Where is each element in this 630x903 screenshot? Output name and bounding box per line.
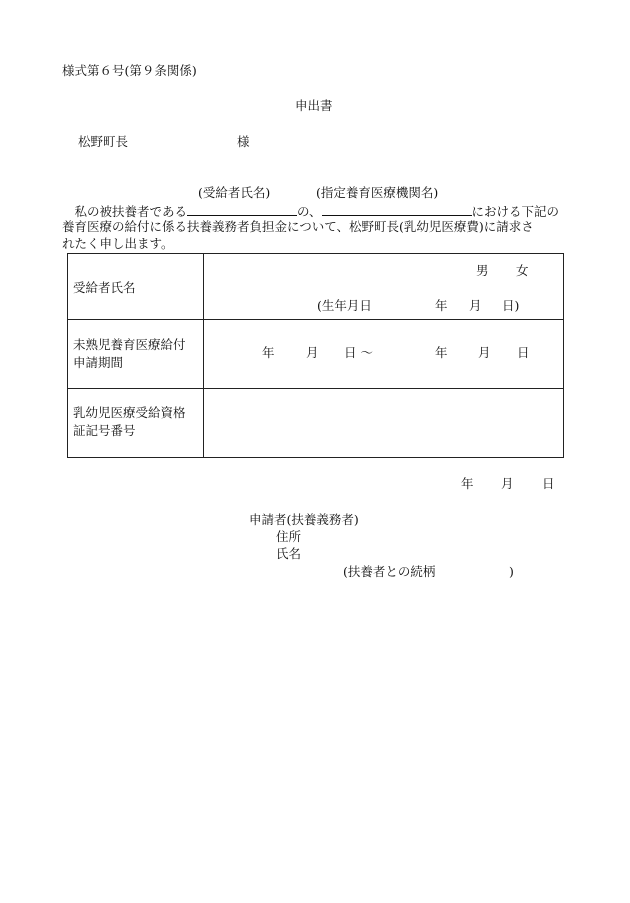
period-to-year: 年 <box>435 345 448 360</box>
intro-line-2: 養育医療の給付に係る扶養義務者負担金について、松野町長(乳幼児医療費)に請求さ <box>62 219 534 234</box>
date-day: 日 <box>542 476 555 491</box>
period-label-line1: 未熟児養育医療給付 <box>73 337 186 352</box>
value-cell-certificate[interactable] <box>204 389 564 458</box>
gender-male[interactable]: 男 <box>476 263 489 278</box>
institution-name-blank[interactable] <box>322 202 472 216</box>
addressee-honorific: 様 <box>237 134 250 149</box>
period-to-day: 日 <box>517 345 530 360</box>
certificate-label-line1: 乳幼児医療受給資格 <box>73 405 186 420</box>
applicant-name-label: 氏名 <box>276 546 302 561</box>
period-from-month: 月 <box>306 345 319 360</box>
label-cell-recipient <box>68 254 204 320</box>
date-month: 月 <box>501 476 514 491</box>
intro-line-1 <box>62 202 559 220</box>
value-cell-period[interactable] <box>204 320 564 389</box>
birth-day: 日) <box>502 298 520 313</box>
document-title: 申出書 <box>295 98 333 113</box>
date-year: 年 <box>461 476 474 491</box>
label-institution-name: (指定養育医療機関名) <box>316 185 439 200</box>
recipient-name-label: 受給者氏名 <box>73 280 136 295</box>
period-label-line2: 申請期間 <box>73 355 124 370</box>
label-recipient-name: (受給者氏名) <box>198 185 271 200</box>
addressee-name: 松野町長 <box>78 134 129 149</box>
period-to-month: 月 <box>478 345 491 360</box>
value-cell-recipient[interactable] <box>204 254 564 320</box>
form-number: 様式第６号(第９条関係) <box>62 63 197 78</box>
applicant-heading: 申請者(扶養義務者) <box>249 512 359 527</box>
intro-line-3: れたく申し出ます。 <box>62 236 174 251</box>
period-from-year: 年 <box>262 345 275 360</box>
intro-line1-end: における下記の <box>471 204 560 219</box>
period-from-day: 日 ～ <box>344 345 373 360</box>
birth-date-label: (生年月日 <box>317 298 372 313</box>
label-cell-period <box>68 320 204 389</box>
recipient-name-blank[interactable] <box>187 202 297 216</box>
row-certificate-number <box>68 389 564 458</box>
gender-female[interactable]: 女 <box>516 263 529 278</box>
row-recipient <box>68 254 564 320</box>
label-cell-certificate <box>68 389 204 458</box>
birth-year: 年 <box>435 298 448 313</box>
intro-line1-start: 私の被扶養者である <box>62 204 188 219</box>
applicant-address-label: 住所 <box>276 529 302 544</box>
applicant-relation-close: ) <box>509 564 514 579</box>
certificate-label-line2: 証記号番号 <box>73 423 136 438</box>
row-application-period <box>68 320 564 389</box>
applicant-relation-open: (扶養者との続柄 <box>343 564 436 579</box>
intro-line1-mid: の、 <box>297 204 322 219</box>
birth-month: 月 <box>469 298 482 313</box>
application-table <box>67 253 564 458</box>
